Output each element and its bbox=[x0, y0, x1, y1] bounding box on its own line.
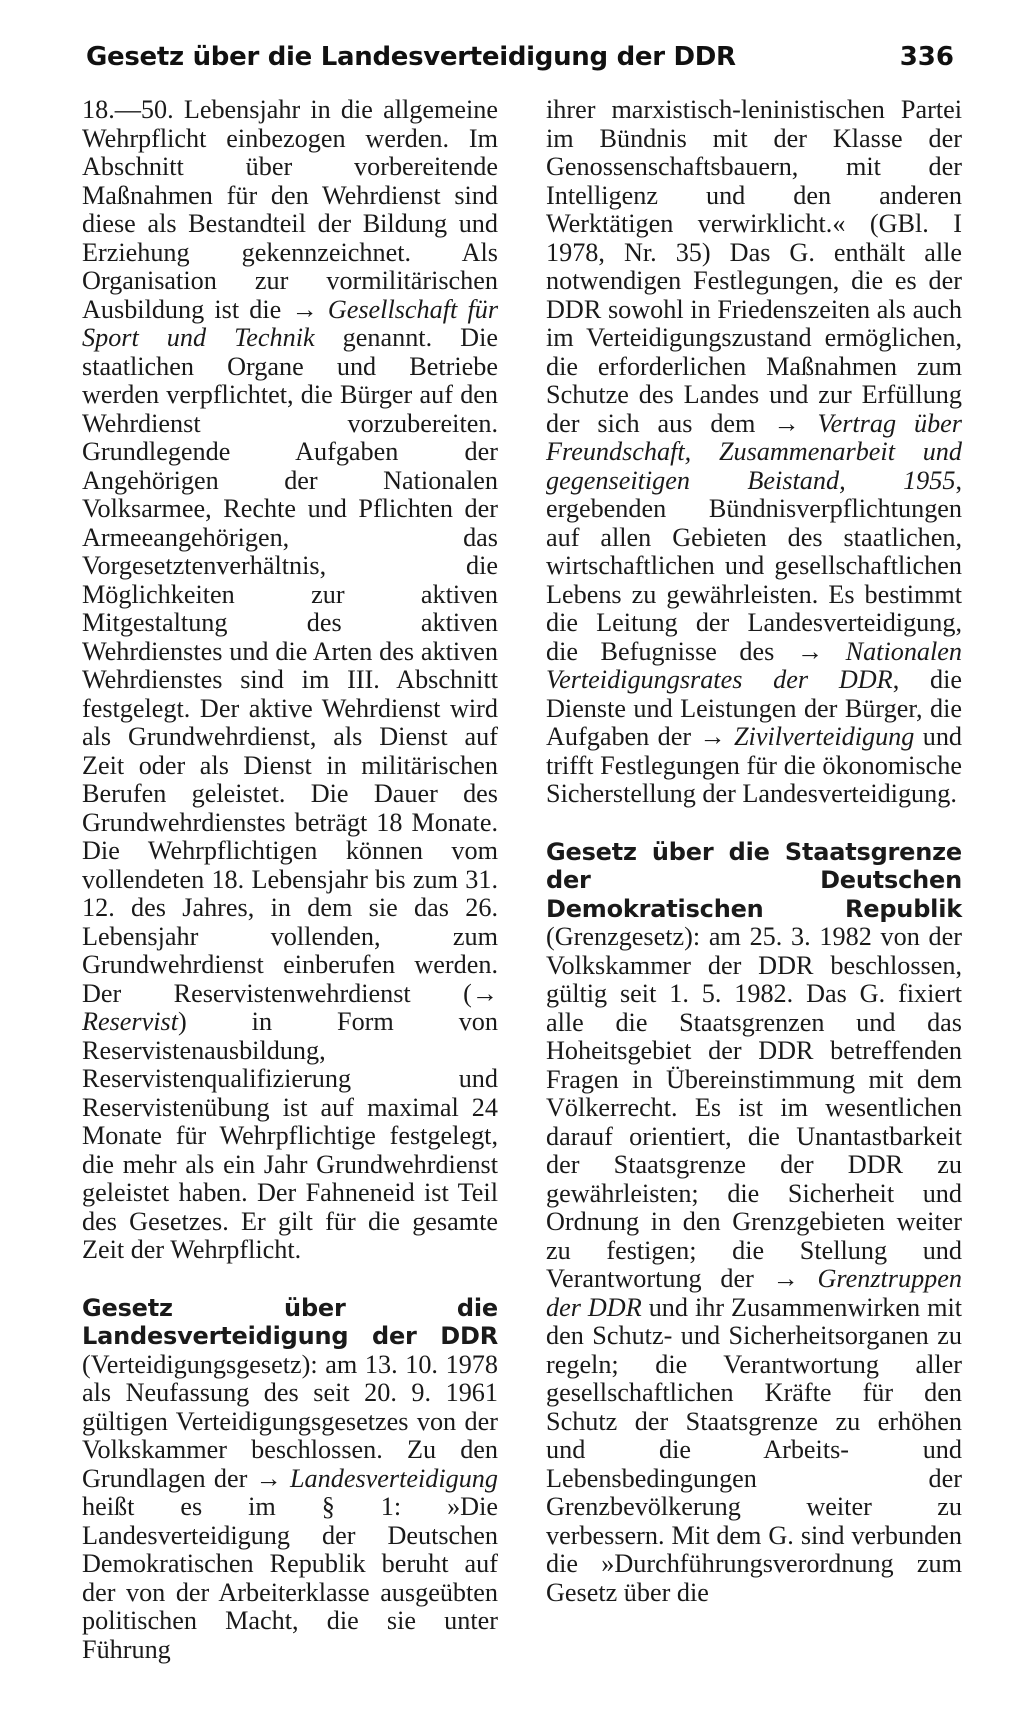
text-run: , die Dienste und Leistungen der Bürger, die Aufgaben der → bbox=[546, 665, 963, 751]
cross-reference-link[interactable]: Grenztruppen der DDR bbox=[546, 1264, 962, 1322]
text-run: und trifft Festlegungen für die ökonomische Sicherstellung der Landesverteidigung. bbox=[546, 722, 963, 808]
continued-paragraph bbox=[82, 96, 498, 1265]
cross-reference-link[interactable]: Vertrag über Freundschaft, Zusammenarbeit und gegenseitigen Beistand, 1955 bbox=[546, 408, 962, 495]
entry-headword: Gesetz über die Landesverteidigung der DDR bbox=[82, 1293, 498, 1350]
right-column bbox=[546, 96, 962, 1607]
running-header: Gesetz über die Landesverteidigung der DDR bbox=[86, 42, 736, 72]
text-run: (Grenzgesetz): am 25. 3. 1982 von der Volkskammer der DDR beschlossen, gültig seit 1. 5. 1982. Das G. fixiert alle die Staatsgrenzen und das Hoheitsgebiet der DDR betreffenden Fragen in Übereinstimmung mit dem Völkerrecht. Es ist im wesentlichen darauf orientiert, die Unantastbarkeit der Staatsgrenze der DDR zu gewährleisten; die Sicherheit und Ordnung in den Grenzgebieten weiter zu festigen; die Stellung und Verantwortung der → bbox=[546, 922, 962, 1293]
text-run: und ihr Zusammenwirken mit den Schutz- und Sicherheitsorganen zu regeln; die Verantwortung aller gesellschaftlichen Kräfte für den Schutz der Staatsgrenze zu erhöhen und die Arbeits- und Lebensbedingungen der Grenzbevölkerung weiter zu verbessern. Mit dem G. sind verbunden die »Durchführungsverordnung zum Gesetz über die bbox=[546, 1292, 963, 1607]
dictionary-entry bbox=[546, 838, 962, 1608]
text-run: ) in Form von Reservistenausbildung, Reservistenqualifizierung und Reservistenübung ist auf maximal 24 Monate für Wehrpflichtige festgelegt, die mehr als ein Jahr Grundwehrdienst geleistet haben. Der Fahneneid ist Teil des Gesetzes. Er gilt für die gesamte Zeit der Wehrpflicht. bbox=[82, 1007, 498, 1264]
entry-headword: Gesetz über die Staatsgrenze der Deutschen Demokratischen Republik bbox=[546, 837, 962, 923]
left-column bbox=[82, 96, 498, 1664]
page-number: 336 bbox=[899, 42, 954, 72]
cross-reference-link[interactable]: Gesellschaft für Sport und Technik bbox=[82, 294, 499, 352]
continued-paragraph bbox=[546, 96, 962, 809]
cross-reference-link[interactable]: Landesverteidigung bbox=[289, 1463, 498, 1493]
text-run: ihrer marxistisch-leninistischen Partei im Bündnis mit der Klasse der Genossenschaftsbauern, mit der Intelligenz und den anderen Werktätigen verwirklicht.« (GBl. I 1978, Nr. 35) Das G. enthält alle notwendigen Festlegungen, die es der DDR sowohl in Friedenszeiten als auch im Verteidigungszustand ermöglichen, die erforderlichen Maßnahmen zum Schutze des Landes und zur Erfüllung der sich aus dem → bbox=[546, 95, 962, 438]
text-run: genannt. Die staatlichen Organe und Betriebe werden verpflichtet, die Bürger auf den Wehrdienst vorzubereiten. Grundlegende Aufgaben der Angehörigen der Nationalen Volksarmee, Rechte und Pflichten der Armeeangehörigen, das Vorgesetztenverhältnis, die Möglichkeiten zur aktiven Mitgestaltung des aktiven Wehrdienstes und die Arten des aktiven Wehrdienstes sind im III. Abschnitt festgelegt. Der aktive Wehrdienst wird als Grundwehrdienst, als Dienst auf Zeit oder als Dienst in militärischen Berufen geleistet. Die Dauer des Grundwehrdienstes beträgt 18 Monate. Die Wehrpflichtigen können vom vollendeten 18. Lebensjahr bis zum 31. 12. des Jahres, in dem sie das 26. Lebensjahr vollenden, zum Grundwehrdienst einberufen werden. Der Reservistenwehrdienst (→ bbox=[82, 323, 498, 1008]
text-run: 18.—50. Lebensjahr in die allgemeine Wehrpflicht einbezogen werden. Im Abschnitt über vorbereitende Maßnahmen für den Wehrdienst sind diese als Bestandteil der Bildung und Erziehung gekennzeichnet. Als Organisation zur vormilitärischen Ausbildung ist die → bbox=[82, 95, 498, 324]
cross-reference-link[interactable]: Nationalen Verteidigungsrates der DDR bbox=[546, 636, 962, 694]
text-run: , ergebenden Bündnisverpflichtungen auf allen Gebieten des staatlichen, wirtschaftlichen und gesellschaftlichen Lebens zu gewährleisten. Es bestimmt die Leitung der Landesverteidigung, die Befugnisse des → bbox=[546, 465, 962, 666]
cross-reference-link[interactable]: Zivilverteidigung bbox=[733, 722, 915, 751]
dictionary-entry bbox=[82, 1294, 498, 1665]
text-run: (Verteidigungsgesetz): am 13. 10. 1978 als Neufassung des seit 20. 9. 1961 gültigen Verteidigungsgesetzes von der Volkskammer beschlossen. Zu den Grundlagen der → bbox=[82, 1349, 498, 1493]
text-run: heißt es im § 1: »Die Landesverteidigung der Deutschen Demokratischen Republik beruht auf der von der Arbeiterklasse ausgeübten politischen Macht, die sie unter Führung bbox=[82, 1492, 498, 1664]
cross-reference-link[interactable]: Reservist bbox=[82, 1007, 178, 1036]
